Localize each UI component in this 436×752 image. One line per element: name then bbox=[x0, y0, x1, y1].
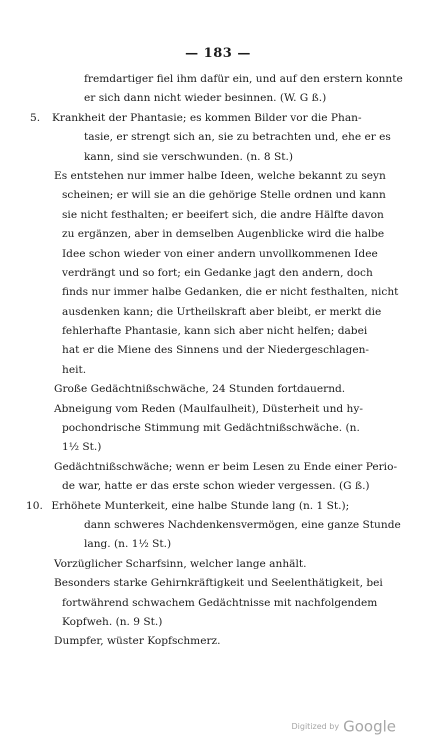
text-line: heit. bbox=[62, 363, 87, 376]
text-line: 1½ St.) bbox=[62, 441, 102, 454]
text-line-content: Krankheit der Phantasie; es kommen Bilder vor die Phan- bbox=[52, 111, 362, 124]
text-line: fortwährend schwachem Gedächtnisse mit nachfolgendem bbox=[62, 596, 378, 609]
text-line: sie nicht festhalten; er beeifert sich, die andre Hälfte davon bbox=[62, 208, 384, 221]
text-line: Es entstehen nur immer halbe Ideen, welche bekannt zu seyn bbox=[54, 169, 386, 182]
text-line: Besonders starke Gehirnkräftigkeit und Seelenthätigkeit, bei bbox=[54, 577, 383, 590]
text-line: kann, sind sie verschwunden. (n. 8 St.) bbox=[84, 150, 294, 163]
text-line bbox=[26, 497, 408, 516]
text-line: verdrängt und so fort; ein Gedanke jagt den andern, doch bbox=[62, 266, 373, 279]
text-line: Vorzüglicher Scharfsinn, welcher lange anhält. bbox=[54, 557, 307, 570]
text-line: scheinen; er will sie an die gehörige Stelle ordnen und kann bbox=[62, 189, 386, 202]
text-line: Gedächtnißschwäche; wenn er beim Lesen zu Ende einer Perio- bbox=[54, 460, 398, 473]
text-line: de war, hatte er das erste schon wieder vergessen. (G ß.) bbox=[62, 480, 370, 493]
text-line-content: Erhöhete Munterkeit, eine halbe Stunde lang (n. 1 St.); bbox=[51, 499, 350, 512]
entry-number: 10. bbox=[26, 499, 43, 512]
text-line: Abneigung vom Reden (Maulfaulheit), Düsterheit und hy- bbox=[54, 402, 363, 415]
text-line: Idee schon wieder von einer andern unvollkommenen Idee bbox=[62, 247, 378, 260]
text-line: ausdenken kann; die Urtheilskraft aber bleibt, er merkt die bbox=[62, 305, 382, 318]
google-logo: Google bbox=[343, 717, 396, 736]
text-line: er sich dann nicht wieder besinnen. (W. G ß.) bbox=[84, 92, 327, 105]
text-line: finds nur immer halbe Gedanken, die er nicht festhalten, nicht bbox=[62, 286, 399, 299]
text-line: Große Gedächtnißschwäche, 24 Stunden fortdauernd. bbox=[54, 383, 346, 396]
text-line: fehlerhafte Phantasie, kann sich aber nicht helfen; dabei bbox=[62, 325, 368, 338]
page-body bbox=[26, 70, 408, 652]
page-number: — 183 — bbox=[185, 46, 251, 61]
text-line: fremdartiger fiel ihm dafür ein, und auf den erstern konnte bbox=[84, 73, 403, 85]
text-line: hat er die Miene des Sinnens und der Niedergeschlagen- bbox=[62, 344, 369, 357]
digitized-watermark bbox=[291, 716, 396, 736]
text-line: dann schweres Nachdenkensvermögen, eine ganze Stunde bbox=[84, 518, 401, 531]
text-line: zu ergänzen, aber in demselben Augenblicke wird die halbe bbox=[62, 228, 385, 241]
text-line: Dumpfer, wüster Kopfschmerz. bbox=[54, 635, 221, 648]
entry-number: 5. bbox=[30, 111, 41, 124]
text-line: tasie, er strengt sich an, sie zu betrachten und, ehe er es bbox=[84, 131, 391, 144]
text-line bbox=[26, 109, 408, 128]
text-line: pochondrische Stimmung mit Gedächtnißschwäche. (n. bbox=[62, 422, 360, 435]
watermark-prefix: Digitized by bbox=[291, 722, 340, 731]
text-line: Kopfweh. (n. 9 St.) bbox=[62, 615, 163, 628]
text-line: lang. (n. 1½ St.) bbox=[84, 538, 172, 551]
